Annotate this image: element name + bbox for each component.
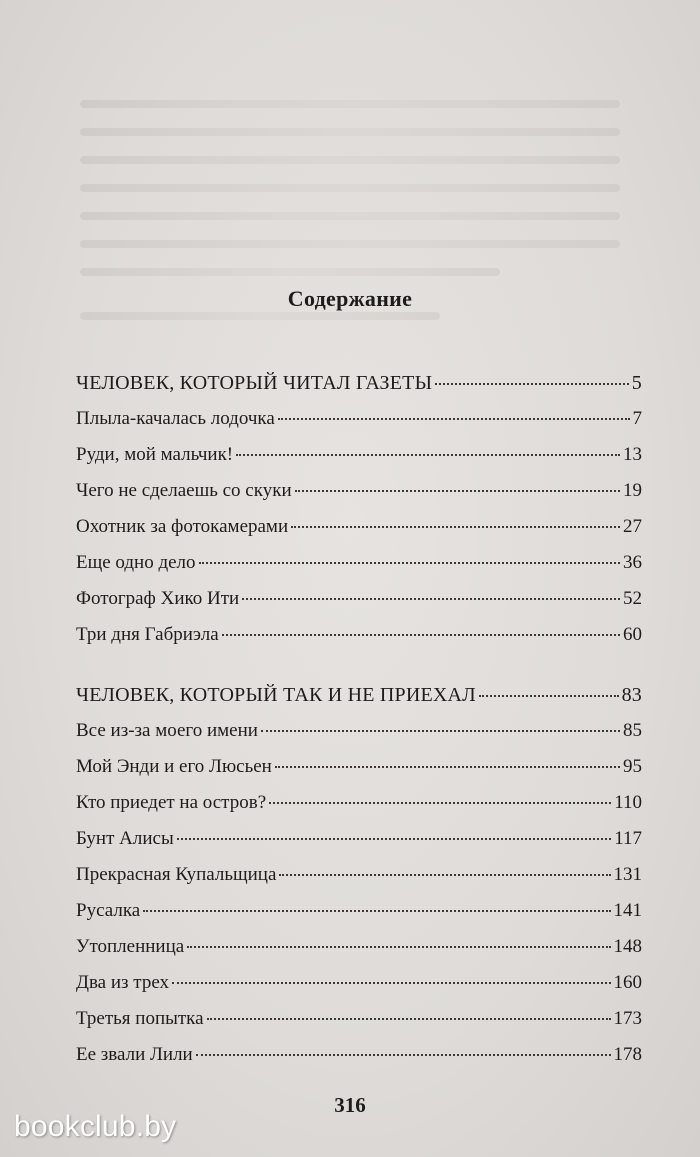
bleed-through-line xyxy=(80,100,620,108)
toc-entry[interactable] xyxy=(76,864,642,900)
toc-entry-title: Ее звали Лили xyxy=(76,1044,193,1065)
table-of-contents xyxy=(76,372,642,1080)
toc-page-number: 19 xyxy=(623,480,642,501)
toc-part-title: ЧЕЛОВЕК, КОТОРЫЙ ЧИТАЛ ГАЗЕТЫ xyxy=(76,372,433,394)
toc-entry[interactable] xyxy=(76,792,642,828)
dot-leader xyxy=(295,490,620,492)
toc-entry-title: Чего не сделаешь со скуки xyxy=(76,480,292,501)
toc-page-number: 173 xyxy=(613,1008,642,1029)
site-watermark: bookclub.by xyxy=(14,1110,177,1143)
dot-leader xyxy=(278,418,630,420)
toc-entry[interactable] xyxy=(76,756,642,792)
toc-page-number: 7 xyxy=(632,408,642,429)
section-gap xyxy=(76,660,642,684)
toc-entry[interactable] xyxy=(76,480,642,516)
toc-entry-title: Утопленница xyxy=(76,936,185,957)
toc-entry-title: Три дня Габриэла xyxy=(76,624,219,645)
toc-page-number: 117 xyxy=(614,828,642,849)
toc-page-number: 110 xyxy=(614,792,642,813)
toc-page-number: 36 xyxy=(623,552,642,573)
toc-entry-title: Мой Энди и его Люсьен xyxy=(76,756,272,777)
toc-page-number: 160 xyxy=(613,972,642,993)
toc-page-number: 148 xyxy=(613,936,642,957)
toc-page-number: 131 xyxy=(613,864,642,885)
dot-leader xyxy=(261,730,620,732)
toc-entry[interactable] xyxy=(76,828,642,864)
dot-leader xyxy=(269,802,611,804)
toc-page-number: 95 xyxy=(623,756,642,777)
toc-page-number: 141 xyxy=(613,900,642,921)
bleed-through-line xyxy=(80,240,620,248)
page-title: Содержание xyxy=(287,286,413,311)
toc-entry[interactable] xyxy=(76,1008,642,1044)
toc-entry[interactable] xyxy=(76,1044,642,1080)
dot-leader xyxy=(242,598,620,600)
page-number: 316 xyxy=(334,1093,366,1117)
dot-leader xyxy=(222,634,620,636)
toc-page-number: 85 xyxy=(623,720,642,741)
toc-page-number: 27 xyxy=(623,516,642,537)
toc-entry-title: Третья попытка xyxy=(76,1008,204,1029)
toc-part-entry[interactable] xyxy=(76,372,642,408)
toc-entry[interactable] xyxy=(76,900,642,936)
toc-part-title: ЧЕЛОВЕК, КОТОРЫЙ ТАК И НЕ ПРИЕХАЛ xyxy=(76,684,476,706)
toc-entry-title: Охотник за фотокамерами xyxy=(76,516,289,537)
dot-leader xyxy=(177,838,611,840)
dot-leader xyxy=(291,526,620,528)
toc-page-number: 178 xyxy=(613,1044,642,1065)
toc-entry-title: Русалка xyxy=(76,900,141,921)
toc-entry[interactable] xyxy=(76,972,642,1008)
dot-leader xyxy=(236,454,620,456)
dot-leader xyxy=(207,1018,611,1020)
toc-page-number: 52 xyxy=(623,588,642,609)
dot-leader xyxy=(172,982,610,984)
toc-entry-title: Два из трех xyxy=(76,972,170,993)
toc-entry-title: Плыла-качалась лодочка xyxy=(76,408,275,429)
bleed-through-line xyxy=(80,312,440,320)
toc-entry-title: Еще одно дело xyxy=(76,552,196,573)
bleed-through-line xyxy=(80,212,620,220)
toc-entry[interactable] xyxy=(76,588,642,624)
toc-entry-title: Прекрасная Купальщица xyxy=(76,864,277,885)
toc-entry[interactable] xyxy=(76,444,642,480)
toc-page-number: 83 xyxy=(621,684,642,706)
toc-entry-title: Фотограф Хико Ити xyxy=(76,588,240,609)
toc-part-entry[interactable] xyxy=(76,684,642,720)
toc-entry-title: Кто приедет на остров? xyxy=(76,792,267,813)
toc-entry[interactable] xyxy=(76,408,642,444)
dot-leader xyxy=(479,695,619,697)
toc-page-number: 60 xyxy=(623,624,642,645)
toc-entry[interactable] xyxy=(76,936,642,972)
dot-leader xyxy=(196,1054,611,1056)
dot-leader xyxy=(275,766,620,768)
bleed-through-line xyxy=(80,128,620,136)
dot-leader xyxy=(435,383,629,385)
dot-leader xyxy=(143,910,610,912)
bleed-through-line xyxy=(80,156,620,164)
toc-entry[interactable] xyxy=(76,624,642,660)
toc-entry[interactable] xyxy=(76,720,642,756)
toc-page-number: 5 xyxy=(631,372,642,394)
dot-leader xyxy=(279,874,610,876)
toc-page-number: 13 xyxy=(623,444,642,465)
bleed-through-line xyxy=(80,184,620,192)
toc-entry-title: Руди, мой мальчик! xyxy=(76,444,234,465)
bleed-through-line xyxy=(80,268,500,276)
toc-entry[interactable] xyxy=(76,552,642,588)
toc-entry[interactable] xyxy=(76,516,642,552)
dot-leader xyxy=(187,946,610,948)
toc-entry-title: Бунт Алисы xyxy=(76,828,174,849)
toc-entry-title: Все из-за моего имени xyxy=(76,720,258,741)
dot-leader xyxy=(199,562,620,564)
